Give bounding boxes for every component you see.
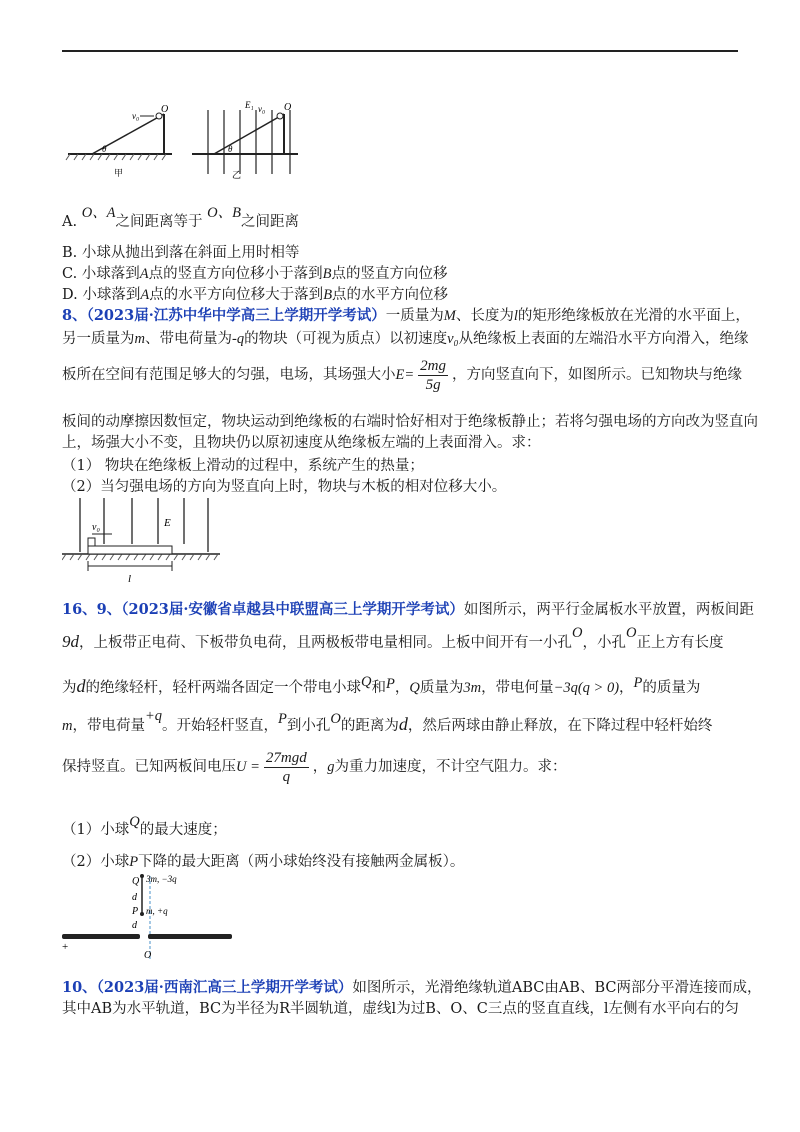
q16-sub2: （2）小球P下降的最大距离（两小球始终没有接触两金属板）。 bbox=[62, 854, 465, 870]
figure-jia bbox=[66, 104, 172, 178]
q10-line1: 10、（2023届·西南汇高三上学期开学考试）如图所示，光滑绝缘轨道ABC由AB、BC两部分平滑连接而成， bbox=[62, 979, 762, 996]
q16-line5: 保持竖直。已知两板间电压U = $\frac{\text{27mgd}}{q}$ ，g为重力加速度，不计空气阻力。求： bbox=[62, 749, 567, 785]
q8-line2: 另一质量为m、带电荷量为-q的物块（可视为质点）以初速度v₀从绝缘板上表面的左端沿水平方向滑入，绝缘 bbox=[62, 331, 749, 347]
svg-text:乙: 乙 bbox=[232, 170, 242, 180]
voltage-fraction: $\frac{\text{27mgd}}{q}$ bbox=[265, 749, 307, 785]
svg-text:m, +q: m, +q bbox=[146, 906, 168, 916]
plate-field-figure bbox=[62, 494, 222, 586]
q16-heading: 16、9、（2023届·安徽省卓越县中联盟高三上学期开学考试） bbox=[62, 601, 464, 618]
svg-text:v₀: v₀ bbox=[92, 522, 100, 533]
q8-sub2: （2）当匀强电场的方向为竖直向上时，物块与木板的相对位移大小。 bbox=[62, 479, 507, 495]
q8-sub1: （1） 物块在绝缘板上滑动的过程中，系统产生的热量； bbox=[62, 458, 424, 474]
q8-heading: 8、（2023届·江苏中华中学高三上学期开学考试） bbox=[62, 307, 386, 324]
svg-text:E: E bbox=[164, 517, 171, 529]
option-b: B. 小球从抛出到落在斜面上用时相等 bbox=[62, 245, 300, 261]
q16-line2: 9d，上板带正电荷、下板带负电荷，且两极板带电量相同。上板中间开有一小孔O，小孔O正上方有长度 bbox=[62, 625, 724, 651]
svg-text:E₁: E₁ bbox=[245, 100, 254, 110]
svg-text:l: l bbox=[128, 573, 132, 585]
svg-text:3m, −3q: 3m, −3q bbox=[146, 874, 177, 884]
svg-text:v₀: v₀ bbox=[258, 104, 266, 114]
q8-line3: 板所在空间有范围足够大的匀强，电场，其场强大小E= $\frac{2mg}{5g}$ ，方向竖直向下，如图所示。已知物块与绝缘 bbox=[62, 357, 742, 393]
q16-line1: 16、9、（2023届·安徽省卓越县中联盟高三上学期开学考试）如图所示，两平行金属板水平放置，两板间距 bbox=[62, 601, 754, 618]
svg-text:d: d bbox=[132, 892, 137, 903]
q8-line1: 8、（2023届·江苏中华中学高三上学期开学考试）一质量为M、长度为l的矩形绝缘板放在光滑的水平面上， bbox=[62, 307, 750, 324]
incline-figures bbox=[62, 100, 302, 180]
q10-heading: 10、（2023届·西南汇高三上学期开学考试） bbox=[62, 979, 353, 996]
parallel-plates-figure bbox=[62, 870, 242, 960]
svg-text:+: + bbox=[62, 941, 69, 953]
q16-line3: 为d的绝缘轻杆，轻杆两端各固定一个带电小球Q和P，Q质量为3m，带电何量−3q(q > 0)，P的质量为 bbox=[62, 674, 701, 696]
svg-text:P: P bbox=[132, 906, 139, 917]
svg-text:v₀: v₀ bbox=[132, 111, 140, 121]
svg-text:θ: θ bbox=[102, 144, 107, 154]
svg-text:甲: 甲 bbox=[114, 168, 124, 178]
option-c: C. 小球落到A点的竖直方向位移小于落到B点的竖直方向位移 bbox=[62, 266, 448, 282]
header-rule bbox=[62, 50, 738, 52]
q10-line2: 其中AB为水平轨道，BC为半径为R半圆轨道，虚线l为过B、O、C三点的竖直直线，l左侧有水平向右的匀 bbox=[62, 1001, 739, 1017]
q16-sub1: （1）小球Q的最大速度； bbox=[62, 814, 227, 838]
q8-line4: 板间的动摩擦因数恒定，物块运动到绝缘板的右端时恰好相对于绝缘板静止；若将匀强电场的方向改为竖直向 bbox=[62, 414, 758, 430]
field-fraction: $\frac{2mg}{5g}$ bbox=[420, 357, 446, 393]
svg-text:d: d bbox=[132, 920, 137, 931]
svg-text:θ: θ bbox=[228, 144, 233, 154]
q16-line4: m，带电荷量+q。开始轻杆竖直，P到小孔O的距离为d，然后两球由静止释放，在下降过程中轻杆始终 bbox=[62, 708, 713, 734]
svg-text:O: O bbox=[161, 104, 169, 115]
option-a: A. O、A之间距离等于 O、B之间距离 bbox=[62, 205, 299, 230]
svg-text:O: O bbox=[144, 950, 152, 960]
q8-line5: 上，场强大小不变，且物块仍以原初速度从绝缘板左端的上表面滑入。求： bbox=[62, 435, 541, 451]
svg-text:Q: Q bbox=[132, 876, 140, 887]
option-d: D. 小球落到A点的水平方向位移大于落到B点的水平方向位移 bbox=[62, 287, 449, 303]
svg-text:O: O bbox=[284, 102, 292, 113]
figure-yi bbox=[192, 100, 298, 180]
